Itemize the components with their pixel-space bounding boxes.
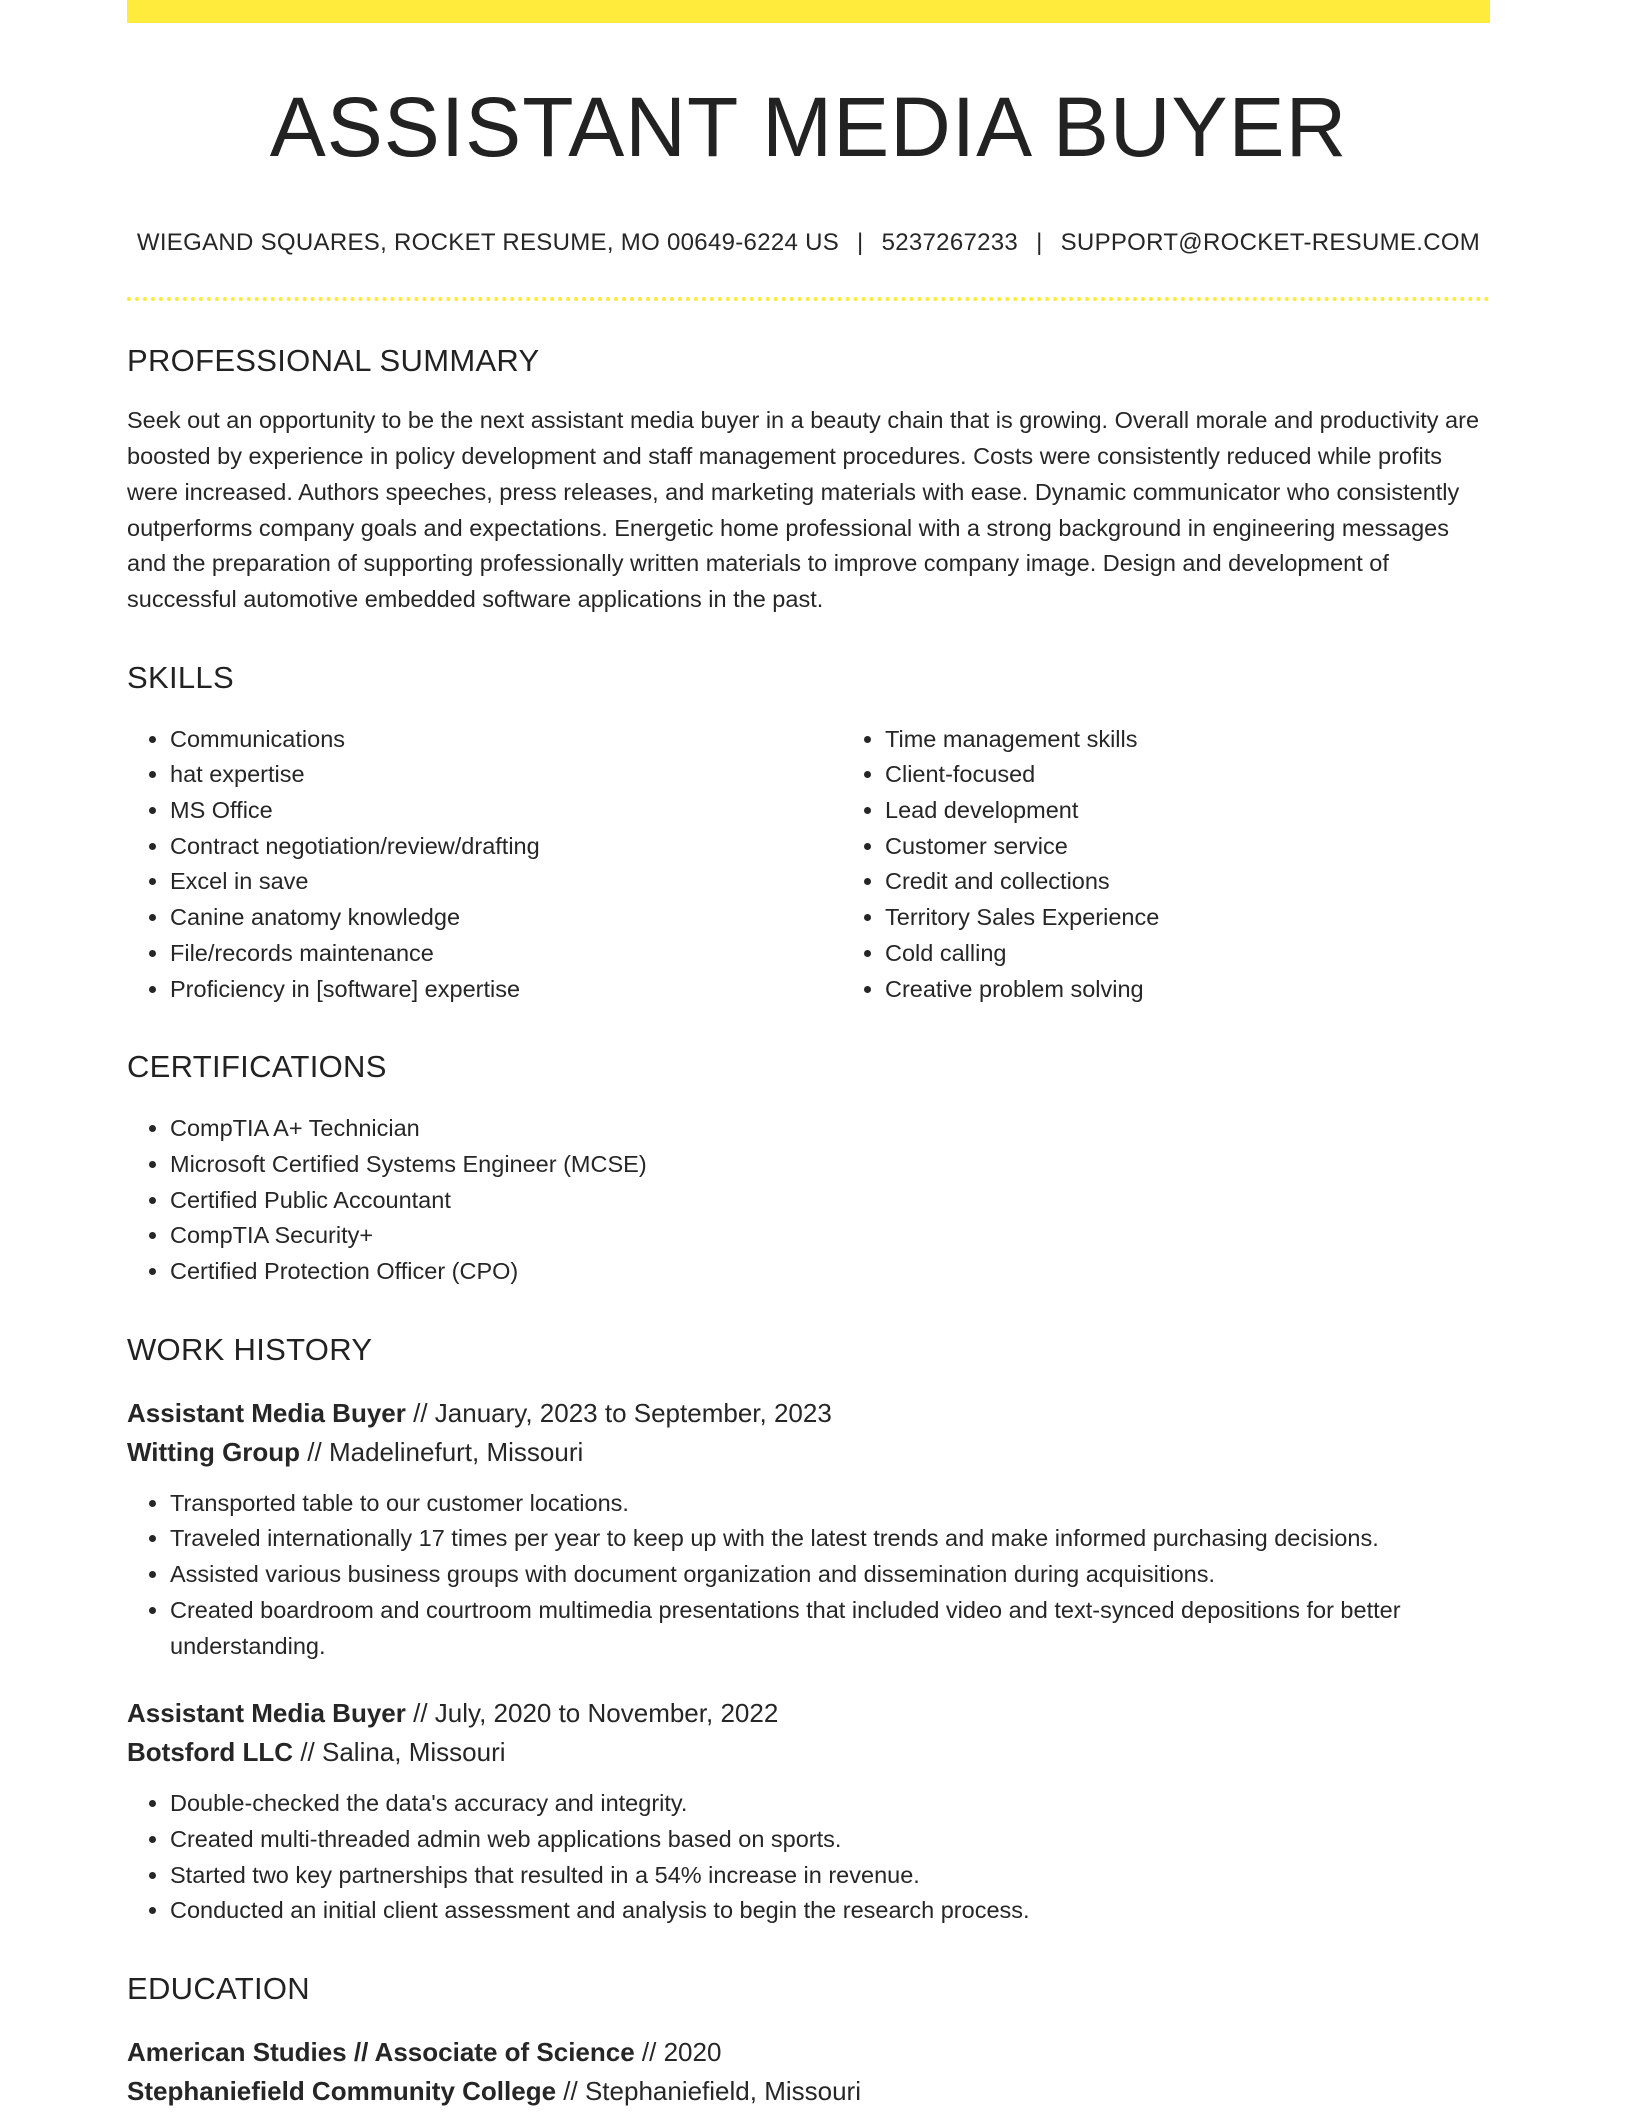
section-heading-education: EDUCATION	[127, 1971, 310, 2007]
email-link[interactable]: SUPPORT@ROCKET-RESUME.COM	[1060, 229, 1481, 257]
skill-item: • Cold calling	[885, 936, 1159, 972]
contact-line	[127, 229, 1490, 257]
job-title-line	[127, 1394, 1490, 1433]
certification-item: • Certified Protection Officer (CPO)	[170, 1254, 1490, 1290]
skills-column-right	[842, 722, 1159, 1008]
accent-bar	[127, 0, 1490, 23]
skill-item: • File/records maintenance	[170, 936, 842, 972]
certification-item: • Microsoft Certified Systems Engineer (MCSE)	[170, 1147, 1490, 1183]
job-bullet: • Conducted an initial client assessment and analysis to begin the research process.	[170, 1893, 1490, 1929]
separator: |	[1036, 229, 1043, 257]
job-entry	[127, 1394, 1490, 1665]
job-bullet: • Traveled internationally 17 times per year to keep up with the latest trends and make informed purchasing decisions.	[170, 1521, 1490, 1557]
skill-item: • Territory Sales Experience	[885, 900, 1159, 936]
job-title-line	[127, 1694, 1490, 1733]
job-bullet: • Created multi-threaded admin web applications based on sports.	[170, 1822, 1490, 1858]
skill-item: • Credit and collections	[885, 864, 1159, 900]
skill-item: • Lead development	[885, 793, 1159, 829]
job-bullets	[127, 1486, 1490, 1665]
job-bullet: • Transported table to our customer locations.	[170, 1486, 1490, 1522]
education-year: // 2020	[634, 2037, 722, 2068]
job-bullet: • Started two key partnerships that resulted in a 54% increase in revenue.	[170, 1858, 1490, 1894]
education-degree-line	[127, 2033, 1490, 2072]
skill-item: • Communications	[170, 722, 842, 758]
skill-item: • Customer service	[885, 829, 1159, 865]
section-heading-skills: SKILLS	[127, 659, 234, 695]
skill-item: • hat expertise	[170, 757, 842, 793]
skill-item: • Canine anatomy knowledge	[170, 900, 842, 936]
phone: 5237267233	[881, 229, 1019, 257]
job-bullet: • Assisted various business groups with document organization and dissemination during acquisitions.	[170, 1557, 1490, 1593]
job-company: Witting Group	[127, 1436, 301, 1467]
certifications-list	[127, 1111, 1490, 1290]
resume-page	[127, 0, 1490, 2111]
skill-item: • Creative problem solving	[885, 972, 1159, 1008]
job-company-line	[127, 1733, 1490, 1772]
summary-text: Seek out an opportunity to be the next assistant media buyer in a beauty chain that is growing. Overall morale and productivity are boosted by experience in policy development and staff management procedures. Costs were consistently reduced while profits were increased. Authors speeches, press releases, and marketing materials with ease. Dynamic communicator who consistently outperforms company goals and expectations. Energetic home professional with a strong background in engineering messages and the preparation of supporting professionally written materials to improve company image. Design and development of successful automotive embedded software applications in the past.	[127, 407, 1480, 612]
job-company: Botsford LLC	[127, 1737, 294, 1768]
job-entry	[127, 1694, 1490, 1929]
education-school: Stephaniefield Community College	[127, 2076, 557, 2107]
separator: |	[857, 229, 864, 257]
job-bullets	[127, 1786, 1490, 1929]
education-location: // Stephaniefield, Missouri	[556, 2076, 861, 2107]
job-location: // Salina, Missouri	[293, 1737, 506, 1768]
skills-list	[127, 722, 1490, 1008]
job-dates: // July, 2020 to November, 2022	[405, 1698, 779, 1729]
section-heading-summary: PROFESSIONAL SUMMARY	[127, 343, 540, 379]
job-title: Assistant Media Buyer	[127, 1698, 406, 1729]
skill-item: • Time management skills	[885, 722, 1159, 758]
skill-item: • Client-focused	[885, 757, 1159, 793]
skill-item: • Contract negotiation/review/drafting	[170, 829, 842, 865]
skill-item: • Excel in save	[170, 864, 842, 900]
education-entry	[127, 2033, 1490, 2111]
job-dates: // January, 2023 to September, 2023	[405, 1397, 832, 1428]
education-school-line	[127, 2072, 1490, 2111]
certification-item: • Certified Public Accountant	[170, 1183, 1490, 1219]
job-company-line	[127, 1433, 1490, 1472]
certification-item: • CompTIA A+ Technician	[170, 1111, 1490, 1147]
skill-item: • MS Office	[170, 793, 842, 829]
resume-title: ASSISTANT MEDIA BUYER	[269, 80, 1348, 174]
education-degree: American Studies // Associate of Science	[127, 2037, 635, 2068]
dotted-divider	[127, 297, 1490, 301]
skill-item: • Proficiency in [software] expertise	[170, 972, 842, 1008]
certification-item: • CompTIA Security+	[170, 1218, 1490, 1254]
job-title: Assistant Media Buyer	[127, 1397, 406, 1428]
address: WIEGAND SQUARES, ROCKET RESUME, MO 00649-6224 US	[136, 229, 840, 257]
job-location: // Madelinefurt, Missouri	[300, 1436, 584, 1467]
skills-column-left	[127, 722, 842, 1008]
job-bullet: • Double-checked the data's accuracy and integrity.	[170, 1786, 1490, 1822]
section-heading-work-history: WORK HISTORY	[127, 1331, 373, 1367]
section-heading-certifications: CERTIFICATIONS	[127, 1049, 387, 1085]
job-bullet: • Created boardroom and courtroom multimedia presentations that included video and text-synced depositions for better understanding.	[170, 1593, 1490, 1664]
